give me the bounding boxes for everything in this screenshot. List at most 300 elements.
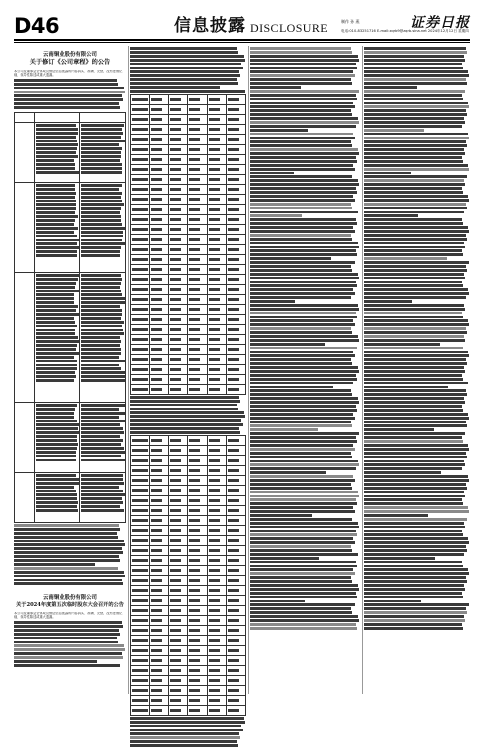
text-line bbox=[151, 238, 162, 241]
text-line bbox=[250, 615, 358, 618]
notice-intro: 本公司及董事会全体成员保证信息披露的内容真实、准确、完整，没有虚假记载、误导性陈述或重大遗漏。 bbox=[14, 612, 123, 620]
table-cell bbox=[226, 505, 245, 515]
table-cell bbox=[169, 665, 188, 675]
text-line bbox=[250, 187, 356, 190]
table-cell bbox=[207, 264, 226, 274]
table-cell bbox=[169, 314, 188, 324]
table-cell bbox=[207, 665, 226, 675]
text-line bbox=[36, 490, 76, 493]
text-line bbox=[228, 609, 239, 612]
table-cell bbox=[150, 485, 169, 495]
text-line bbox=[170, 699, 181, 702]
text-line bbox=[250, 452, 351, 455]
text-line bbox=[81, 501, 122, 504]
text-line bbox=[14, 91, 125, 94]
text-line bbox=[228, 158, 239, 161]
table-row bbox=[131, 184, 246, 194]
text-line bbox=[209, 579, 220, 582]
text-line bbox=[189, 599, 200, 602]
table-cell-text bbox=[80, 124, 125, 173]
text-line bbox=[209, 118, 220, 121]
text-line bbox=[189, 619, 200, 622]
text-line bbox=[132, 579, 148, 582]
text-line bbox=[209, 388, 220, 391]
table-cell bbox=[169, 535, 188, 545]
text-line bbox=[250, 611, 352, 614]
text-line bbox=[189, 298, 200, 301]
text-line bbox=[14, 532, 117, 535]
table-cell bbox=[169, 655, 188, 665]
text-line bbox=[189, 539, 200, 542]
text-line bbox=[81, 332, 123, 335]
table-cell bbox=[188, 555, 207, 565]
table-cell bbox=[150, 284, 169, 294]
text-line bbox=[130, 427, 239, 430]
table-row bbox=[131, 445, 246, 455]
table-cell bbox=[188, 665, 207, 675]
text-line bbox=[14, 106, 120, 109]
text-line bbox=[250, 393, 352, 396]
table-cell bbox=[188, 174, 207, 184]
text-line bbox=[151, 268, 162, 271]
text-line bbox=[36, 293, 74, 296]
text-line bbox=[250, 378, 357, 381]
text-line bbox=[250, 479, 355, 482]
text-line bbox=[189, 148, 200, 151]
text-line bbox=[170, 318, 181, 321]
text-line bbox=[170, 619, 181, 622]
text-line bbox=[36, 231, 74, 234]
text-line bbox=[130, 90, 245, 93]
table-cell bbox=[150, 184, 169, 194]
text-line bbox=[364, 351, 468, 354]
text-line bbox=[81, 163, 122, 166]
text-line bbox=[250, 207, 352, 210]
table-cell bbox=[169, 154, 188, 164]
table-cell bbox=[226, 384, 245, 394]
text-line bbox=[14, 543, 125, 546]
text-line bbox=[130, 725, 241, 728]
text-line bbox=[250, 203, 351, 206]
text-line bbox=[250, 261, 355, 264]
text-line bbox=[250, 281, 356, 284]
page-number: D46 bbox=[14, 14, 60, 38]
table-cell bbox=[169, 495, 188, 505]
table-cell bbox=[150, 324, 169, 334]
column-divider bbox=[128, 46, 129, 694]
text-line bbox=[209, 178, 220, 181]
text-line bbox=[14, 660, 97, 663]
text-line bbox=[364, 603, 469, 606]
contact-line: 电话:010-83251716 E-mail:zqrb9@zqrb.sina.net 2024年12月12日 星期四 bbox=[341, 29, 469, 33]
text-line bbox=[250, 164, 353, 167]
text-line bbox=[250, 102, 353, 105]
text-line bbox=[250, 351, 353, 354]
text-line bbox=[36, 344, 77, 347]
text-line bbox=[170, 208, 181, 211]
text-line bbox=[14, 83, 118, 86]
table-cell bbox=[131, 204, 150, 214]
table-cell bbox=[131, 214, 150, 224]
text-line bbox=[364, 102, 468, 105]
text-line bbox=[130, 78, 237, 81]
text-line bbox=[130, 82, 238, 85]
text-line bbox=[364, 292, 469, 295]
text-line bbox=[170, 238, 181, 241]
text-line bbox=[14, 536, 118, 539]
text-line bbox=[151, 599, 162, 602]
text-line bbox=[250, 183, 359, 186]
text-line bbox=[81, 356, 119, 359]
table-cell bbox=[131, 445, 150, 455]
text-line bbox=[132, 659, 148, 662]
text-line bbox=[189, 479, 200, 482]
text-line bbox=[364, 409, 463, 412]
table-cell bbox=[150, 435, 169, 445]
text-line bbox=[250, 246, 359, 249]
text-line bbox=[209, 439, 220, 442]
table-cell bbox=[188, 284, 207, 294]
text-line bbox=[250, 218, 356, 221]
text-line bbox=[250, 460, 358, 463]
text-line bbox=[81, 348, 121, 351]
text-line bbox=[364, 518, 467, 521]
table-cell bbox=[131, 294, 150, 304]
text-line bbox=[364, 152, 465, 155]
text-line bbox=[132, 709, 148, 712]
text-line bbox=[209, 158, 220, 161]
text-line bbox=[14, 94, 122, 97]
table-cell bbox=[188, 655, 207, 665]
table-cell bbox=[226, 685, 245, 695]
text-line bbox=[81, 278, 122, 281]
table-cell bbox=[226, 144, 245, 154]
table-cell bbox=[207, 304, 226, 314]
text-line bbox=[250, 498, 356, 501]
text-line bbox=[132, 288, 148, 291]
text-line bbox=[132, 148, 148, 151]
table-cell bbox=[131, 585, 150, 595]
text-line bbox=[189, 629, 200, 632]
text-line bbox=[228, 579, 239, 582]
table-cell bbox=[207, 705, 226, 715]
table-cell bbox=[207, 204, 226, 214]
text-line bbox=[364, 191, 463, 194]
text-line bbox=[132, 98, 148, 101]
text-line bbox=[228, 138, 239, 141]
text-line bbox=[189, 499, 200, 502]
text-line bbox=[250, 448, 355, 451]
notice-body-text bbox=[130, 396, 246, 434]
text-line bbox=[228, 348, 239, 351]
text-line bbox=[151, 509, 162, 512]
table-cell bbox=[131, 154, 150, 164]
text-line bbox=[81, 509, 123, 512]
text-line bbox=[189, 168, 200, 171]
text-line bbox=[364, 222, 463, 225]
text-line bbox=[14, 644, 124, 647]
text-line bbox=[36, 509, 78, 512]
text-line bbox=[250, 152, 359, 155]
text-line bbox=[250, 510, 355, 513]
text-line bbox=[209, 218, 220, 221]
text-line bbox=[81, 408, 119, 411]
table-cell bbox=[131, 435, 150, 445]
text-line bbox=[250, 354, 355, 357]
table-cell bbox=[226, 224, 245, 234]
text-line bbox=[189, 188, 200, 191]
text-line bbox=[228, 268, 239, 271]
table-cell bbox=[207, 495, 226, 505]
text-line bbox=[250, 580, 352, 583]
text-line bbox=[151, 659, 162, 662]
text-line bbox=[364, 78, 466, 81]
text-line bbox=[81, 490, 123, 493]
text-line bbox=[36, 278, 78, 281]
table-row bbox=[131, 525, 246, 535]
notice-body-text bbox=[130, 717, 246, 747]
text-line bbox=[364, 537, 468, 540]
text-line bbox=[228, 228, 239, 231]
text-line bbox=[209, 569, 220, 572]
data-table bbox=[130, 94, 246, 395]
table-row bbox=[131, 595, 246, 605]
text-line bbox=[36, 439, 77, 442]
table-cell bbox=[150, 595, 169, 605]
text-line bbox=[189, 208, 200, 211]
text-line bbox=[132, 519, 148, 522]
text-line bbox=[132, 549, 148, 552]
text-line bbox=[364, 249, 462, 252]
table-cell bbox=[131, 354, 150, 364]
text-line bbox=[36, 332, 75, 335]
text-line bbox=[14, 656, 123, 659]
table-cell bbox=[207, 645, 226, 655]
table-cell bbox=[207, 695, 226, 705]
text-line bbox=[364, 51, 467, 54]
text-line bbox=[81, 305, 119, 308]
table-cell bbox=[188, 475, 207, 485]
text-line bbox=[364, 230, 469, 233]
text-line bbox=[364, 105, 469, 108]
text-line bbox=[364, 164, 468, 167]
text-line bbox=[36, 408, 75, 411]
text-line bbox=[250, 537, 353, 540]
text-line bbox=[132, 258, 148, 261]
table-cell bbox=[188, 705, 207, 715]
text-line bbox=[151, 118, 162, 121]
text-line bbox=[364, 109, 466, 112]
text-line bbox=[132, 158, 148, 161]
table-row bbox=[131, 304, 246, 314]
text-line bbox=[36, 301, 74, 304]
text-line bbox=[209, 268, 220, 271]
text-line bbox=[250, 74, 355, 77]
text-line bbox=[36, 493, 77, 496]
text-line bbox=[364, 218, 462, 221]
text-line bbox=[36, 416, 74, 419]
text-line bbox=[250, 436, 356, 439]
text-line bbox=[364, 199, 469, 202]
text-line bbox=[36, 375, 76, 378]
text-line bbox=[228, 378, 239, 381]
table-cell bbox=[131, 555, 150, 565]
text-line bbox=[132, 679, 148, 682]
text-line bbox=[130, 423, 243, 426]
text-line bbox=[364, 424, 467, 427]
text-line bbox=[81, 124, 124, 127]
table-cell bbox=[226, 675, 245, 685]
text-line bbox=[228, 499, 239, 502]
table-cell bbox=[150, 254, 169, 264]
table-cell bbox=[207, 224, 226, 234]
text-line bbox=[364, 288, 468, 291]
text-line bbox=[364, 319, 468, 322]
text-line bbox=[14, 79, 117, 82]
text-line bbox=[189, 178, 200, 181]
table-cell bbox=[226, 264, 245, 274]
text-line bbox=[250, 432, 359, 435]
table-cell bbox=[226, 515, 245, 525]
text-line bbox=[364, 444, 468, 447]
text-line bbox=[364, 347, 463, 350]
text-line bbox=[81, 250, 120, 253]
text-line bbox=[209, 238, 220, 241]
text-line bbox=[364, 358, 466, 361]
table-cell bbox=[131, 134, 150, 144]
table-cell bbox=[131, 625, 150, 635]
text-line bbox=[189, 218, 200, 221]
table-cell-text bbox=[80, 274, 125, 382]
text-line bbox=[250, 491, 358, 494]
text-line bbox=[170, 459, 181, 462]
table-cell bbox=[169, 174, 188, 184]
table-cell bbox=[150, 675, 169, 685]
table-cell bbox=[226, 585, 245, 595]
table-cell bbox=[131, 104, 150, 114]
table-cell bbox=[188, 495, 207, 505]
text-line bbox=[170, 569, 181, 572]
text-line bbox=[364, 207, 467, 210]
table-cell bbox=[226, 615, 245, 625]
table-cell bbox=[226, 194, 245, 204]
text-line bbox=[364, 137, 469, 140]
table-cell bbox=[169, 164, 188, 174]
text-line bbox=[228, 288, 239, 291]
table-cell bbox=[207, 675, 226, 685]
text-line bbox=[250, 623, 356, 626]
table-cell bbox=[226, 535, 245, 545]
table-row bbox=[131, 104, 246, 114]
text-line bbox=[81, 375, 125, 378]
text-line bbox=[170, 499, 181, 502]
table-cell bbox=[150, 124, 169, 134]
text-line bbox=[81, 482, 124, 485]
text-line bbox=[151, 138, 162, 141]
text-line bbox=[250, 292, 355, 295]
text-line bbox=[170, 639, 181, 642]
text-line bbox=[228, 449, 239, 452]
text-line bbox=[250, 90, 359, 93]
table-cell bbox=[169, 104, 188, 114]
table-cell bbox=[169, 555, 188, 565]
text-line bbox=[170, 509, 181, 512]
text-line bbox=[36, 250, 77, 253]
text-line bbox=[36, 223, 74, 226]
table-cell bbox=[207, 134, 226, 144]
text-line bbox=[228, 128, 239, 131]
table-cell bbox=[226, 124, 245, 134]
text-line bbox=[250, 366, 358, 369]
text-line bbox=[170, 118, 181, 121]
text-line bbox=[151, 479, 162, 482]
text-line bbox=[130, 732, 239, 735]
text-line bbox=[170, 258, 181, 261]
text-line bbox=[151, 98, 162, 101]
text-line bbox=[228, 589, 239, 592]
text-line bbox=[250, 269, 352, 272]
table-cell bbox=[188, 124, 207, 134]
text-line bbox=[132, 529, 148, 532]
text-line bbox=[189, 509, 200, 512]
table-cell bbox=[131, 605, 150, 615]
table-cell bbox=[131, 224, 150, 234]
text-line bbox=[250, 133, 353, 136]
text-line bbox=[151, 178, 162, 181]
text-line bbox=[81, 132, 123, 135]
text-line bbox=[170, 659, 181, 662]
text-line bbox=[14, 540, 124, 543]
table-row bbox=[131, 284, 246, 294]
text-line bbox=[209, 489, 220, 492]
text-line bbox=[250, 526, 359, 529]
text-line bbox=[364, 487, 467, 490]
text-line bbox=[81, 493, 124, 496]
text-line bbox=[189, 328, 200, 331]
text-line bbox=[228, 679, 239, 682]
text-line bbox=[81, 439, 122, 442]
text-line bbox=[81, 286, 120, 289]
table-cell bbox=[150, 274, 169, 284]
text-line bbox=[250, 226, 353, 229]
text-line bbox=[228, 238, 239, 241]
table-row bbox=[131, 224, 246, 234]
text-line bbox=[364, 63, 462, 66]
text-line bbox=[364, 393, 467, 396]
text-line bbox=[36, 211, 75, 214]
table-cell bbox=[226, 184, 245, 194]
column-4 bbox=[364, 46, 470, 694]
text-line bbox=[209, 128, 220, 131]
text-line bbox=[364, 226, 468, 229]
text-line bbox=[81, 451, 125, 454]
text-line bbox=[189, 669, 200, 672]
text-line bbox=[151, 559, 162, 562]
text-line bbox=[132, 689, 148, 692]
text-line bbox=[36, 132, 78, 135]
text-line bbox=[250, 603, 355, 606]
table-cell bbox=[150, 655, 169, 665]
text-line bbox=[250, 273, 358, 276]
text-line bbox=[250, 533, 357, 536]
table-cell bbox=[131, 144, 150, 154]
text-line bbox=[189, 589, 200, 592]
text-line bbox=[250, 284, 357, 287]
text-line bbox=[130, 70, 239, 73]
table-cell bbox=[226, 575, 245, 585]
text-line bbox=[250, 288, 353, 291]
text-line bbox=[364, 273, 464, 276]
